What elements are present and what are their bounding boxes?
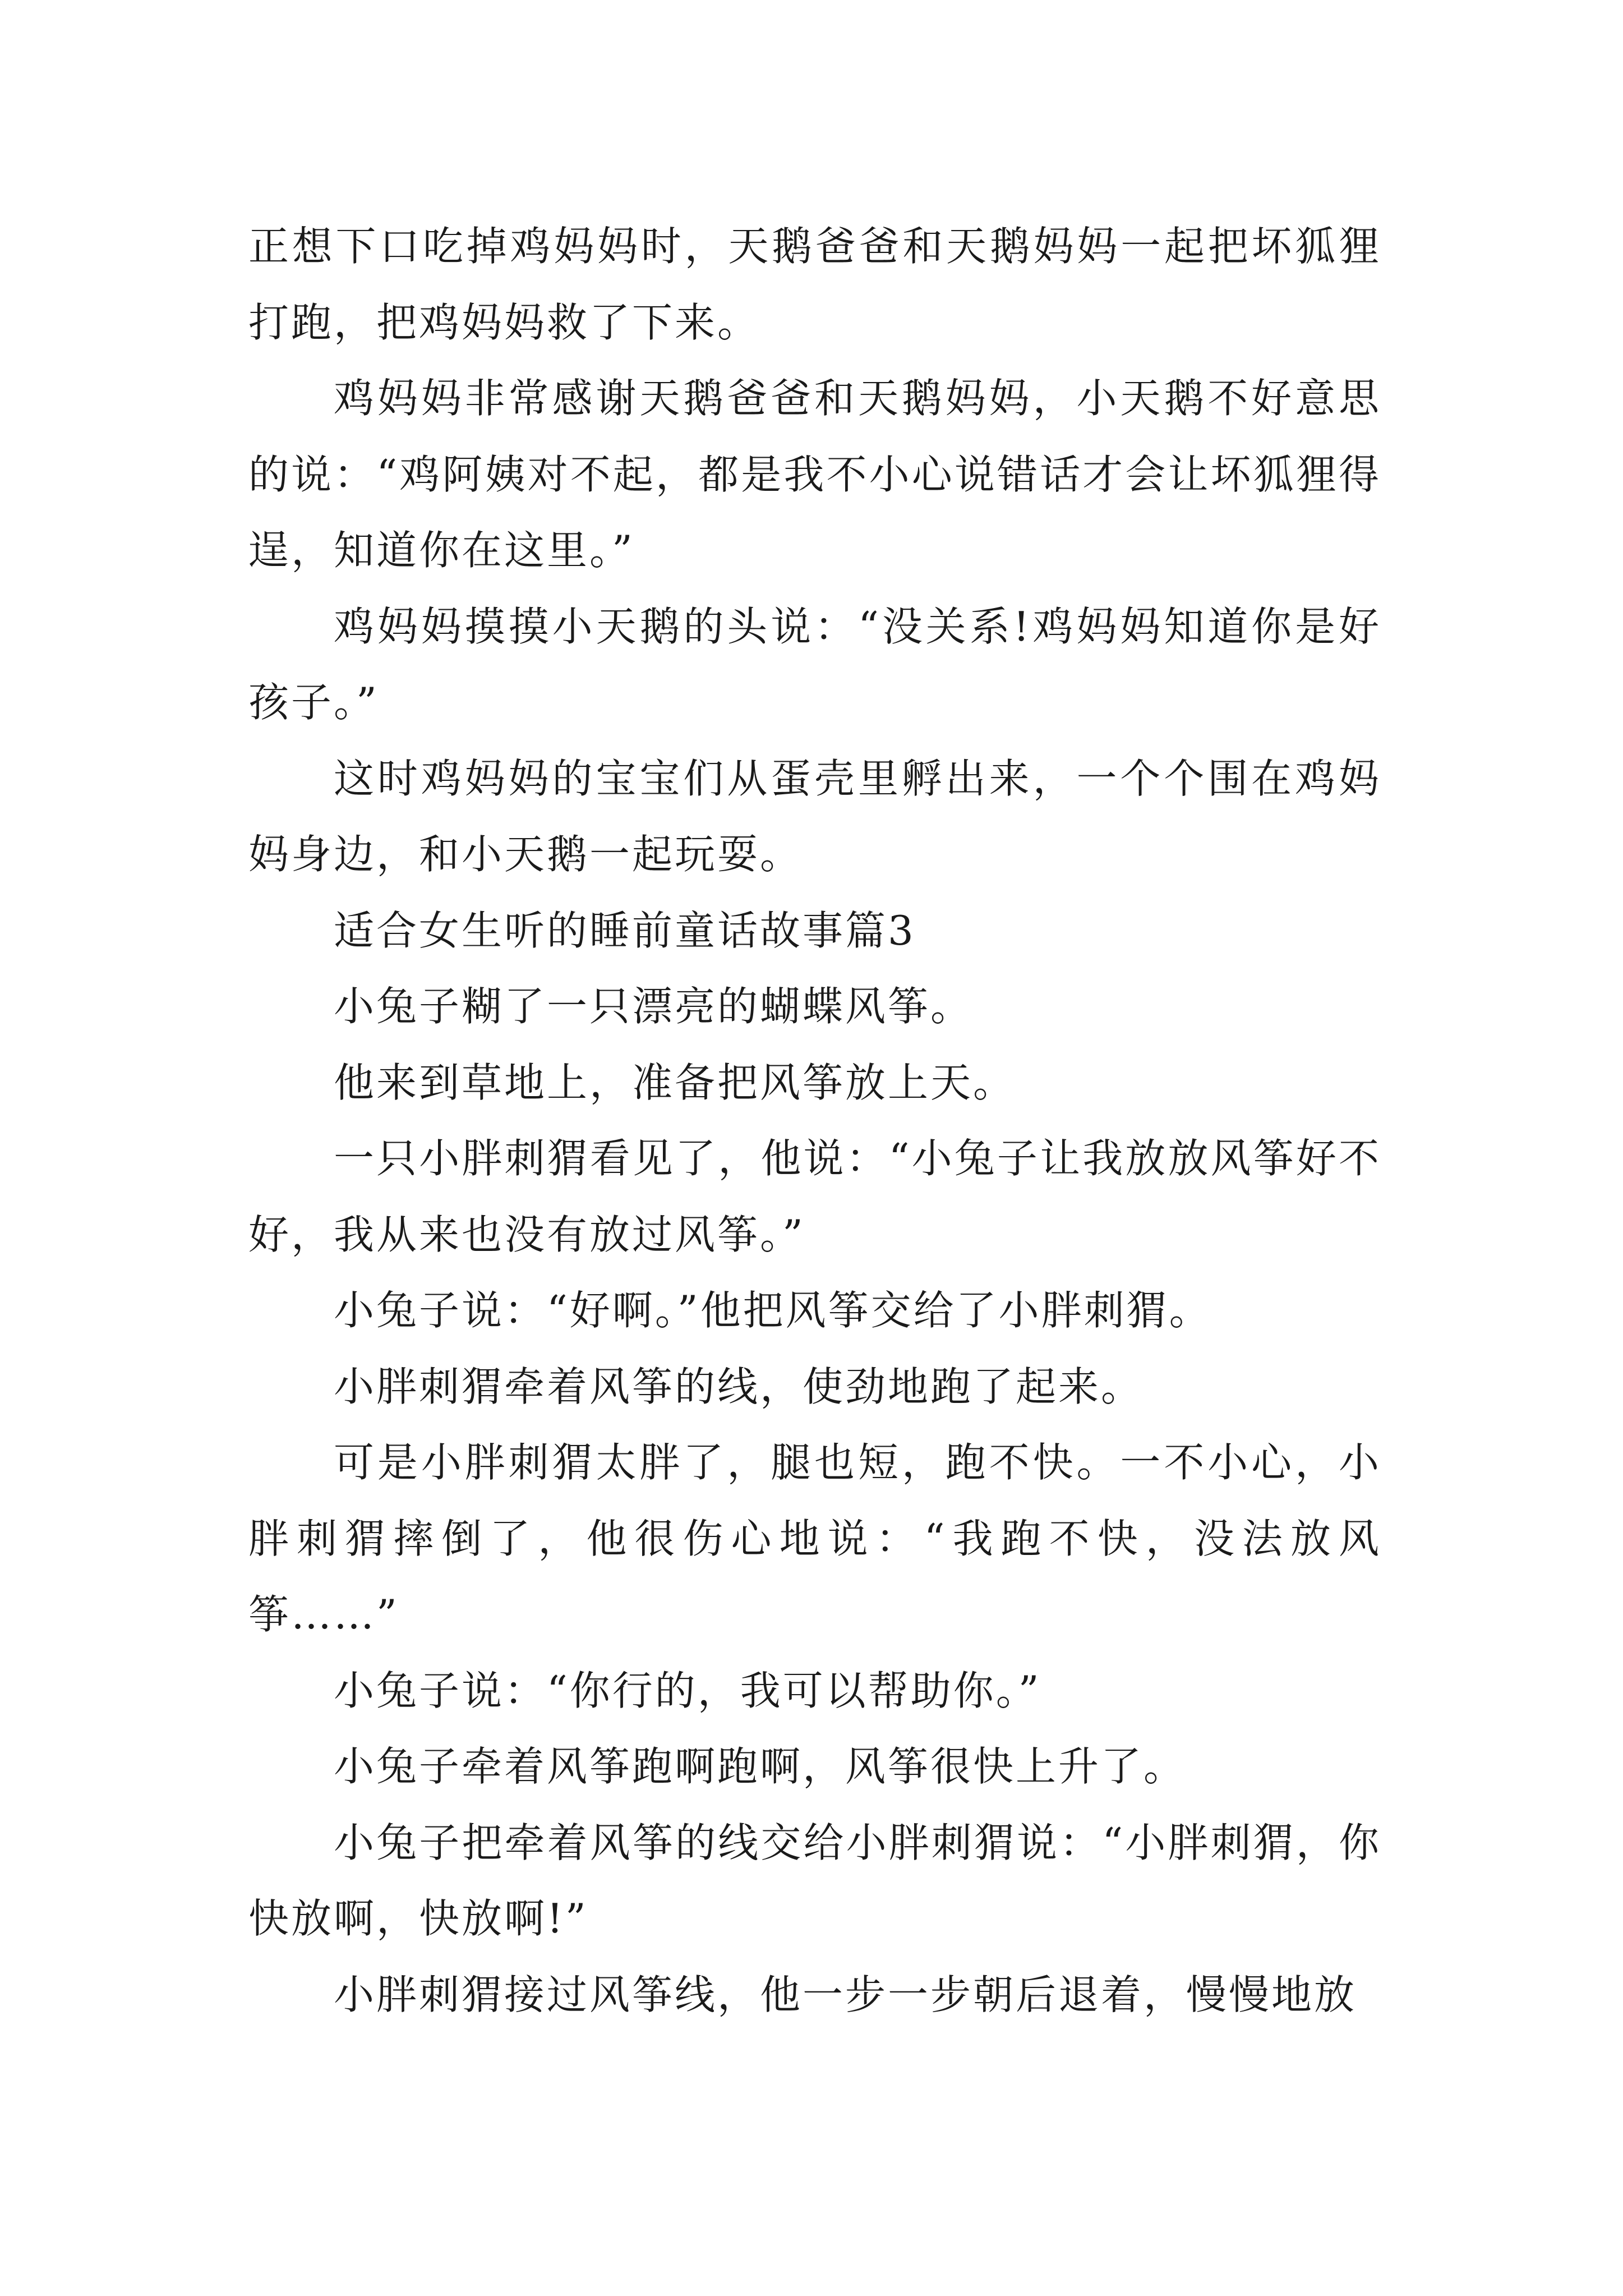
paragraph: 可是小胖刺猬太胖了，腿也短，跑不快。一不小心，小胖刺猬摔倒了，他很伤心地说：“我跑不快，没法放风筝……” [248, 1439, 1381, 1638]
paragraph: 小兔子把牵着风筝的线交给小胖刺猬说：“小胖刺猬，你快放啊，快放啊!” [248, 1819, 1381, 1942]
paragraph: 正想下口吃掉鸡妈妈时，天鹅爸爸和天鹅妈妈一起把坏狐狸打跑，把鸡妈妈救了下来。 [248, 223, 1381, 346]
paragraph: 他来到草地上，准备把风筝放上天。 [334, 1059, 1016, 1106]
paragraph: 鸡妈妈非常感谢天鹅爸爸和天鹅妈妈，小天鹅不好意思的说：“鸡阿姨对不起，都是我不小心说错话才会让坏狐狸得逞，知道你在这里。” [248, 375, 1381, 574]
paragraph: 小胖刺猬牵着风筝的线，使劲地跑了起来。 [334, 1363, 1144, 1410]
paragraph: 这时鸡妈妈的宝宝们从蛋壳里孵出来，一个个围在鸡妈妈身边，和小天鹅一起玩耍。 [248, 754, 1381, 878]
paragraph: 小兔子说：“你行的，我可以帮助你。” [334, 1667, 1041, 1714]
paragraph: 小兔子说：“好啊。”他把风筝交给了小胖刺猬。 [334, 1287, 1212, 1334]
section-heading: 适合女生听的睡前童话故事篇3 [334, 907, 916, 954]
paragraph: 小兔子糊了一只漂亮的蝴蝶风筝。 [334, 983, 974, 1030]
paragraph: 一只小胖刺猬看见了，他说：“小兔子让我放放风筝好不好，我从来也没有放过风筝。” [248, 1135, 1381, 1258]
paragraph: 小胖刺猬接过风筝线，他一步一步朝后退着，慢慢地放 [334, 1971, 1357, 2018]
document-body [248, 209, 1381, 2033]
paragraph: 鸡妈妈摸摸小天鹅的头说：“没关系!鸡妈妈知道你是好孩子。” [248, 602, 1381, 726]
paragraph: 小兔子牵着风筝跑啊跑啊，风筝很快上升了。 [334, 1743, 1187, 1790]
